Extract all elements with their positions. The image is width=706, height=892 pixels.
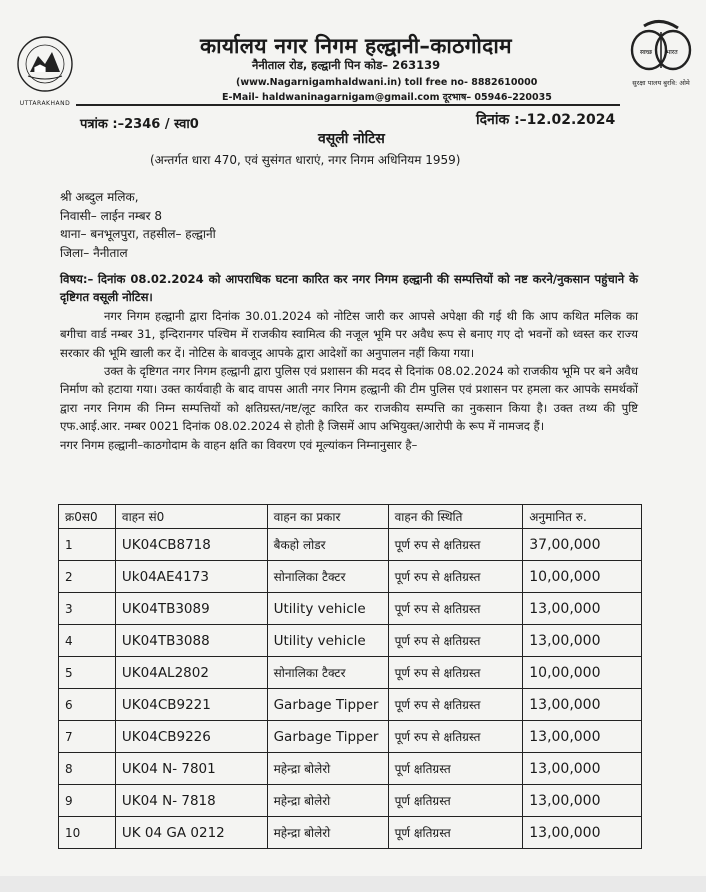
cell-serial: 9 [59,785,116,817]
table-header-row [59,505,642,529]
cell-vehicle-status: पूर्ण क्षतिग्रस्त [388,753,523,785]
cell-serial: 3 [59,593,116,625]
swachh-bharat-logo [626,18,696,88]
vehicle-damage-table [58,504,642,849]
cell-estimated-value: 13,00,000 [523,689,642,721]
cell-estimated-value: 13,00,000 [523,753,642,785]
table-row [59,721,642,753]
office-address: नैनीताल रोड, हल्द्वानी पिन कोड– 263139 [252,58,441,72]
cell-vehicle-number: UK04CB9221 [115,689,267,721]
cell-vehicle-status: पूर्ण क्षतिग्रस्त [388,785,523,817]
cell-vehicle-status: पूर्ण क्षतिग्रस्त [388,817,523,849]
cell-vehicle-type: महेन्द्रा बोलेरो [267,753,388,785]
table-row [59,561,642,593]
cell-vehicle-type: सोनालिका टैक्टर [267,561,388,593]
office-email: E-Mail- haldwaninagarnigam@gmail.com दूरभाष– 05946–220035 [222,92,552,103]
office-title: कार्यालय नगर निगम हल्द्वानी–काठगोदाम [200,34,512,58]
cell-vehicle-number: UK 04 GA 0212 [115,817,267,849]
cell-serial: 6 [59,689,116,721]
cell-vehicle-status: पूर्ण रुप से क्षतिग्रस्त [388,593,523,625]
cell-vehicle-type: Garbage Tipper [267,689,388,721]
subject-text: दिनांक 08.02.2024 को आपराधिक घटना कारित कर नगर निगम हल्द्वानी की सम्पत्तियों को नष्ट करने/नुकसान पहुंचाने के दृष्टिगत वसूली नोटिस। [60,272,638,305]
cell-vehicle-status: पूर्ण रुप से क्षतिग्रस्त [388,529,523,561]
notice-body [60,270,638,454]
addressee-police-station: थाना– बनभूलपुरा, तहसील– हल्द्वानी [60,227,216,241]
cell-estimated-value: 13,00,000 [523,625,642,657]
cell-vehicle-number: UK04 N- 7801 [115,753,267,785]
table-row [59,529,642,561]
cell-estimated-value: 13,00,000 [523,593,642,625]
cell-serial: 7 [59,721,116,753]
cell-vehicle-number: UK04 N- 7818 [115,785,267,817]
column-header-vehicle-number: वाहन सं0 [115,505,267,529]
reference-number: पत्रांक :–2346 / स्वा0 [80,117,199,132]
addressee-district: जिला– नैनीताल [60,245,128,260]
cell-estimated-value: 10,00,000 [523,561,642,593]
table-row [59,753,642,785]
cell-vehicle-status: पूर्ण रुप से क्षतिग्रस्त [388,561,523,593]
table-row [59,817,642,849]
office-website: (www.Nagarnigamhaldwani.in) toll free no- 8882610000 [236,77,538,88]
cell-serial: 8 [59,753,116,785]
cell-vehicle-status: पूर्ण रुप से क्षतिग्रस्त [388,721,523,753]
notice-date: दिनांक :–12.02.2024 [476,112,616,128]
cell-vehicle-type: Garbage Tipper [267,721,388,753]
column-header-vehicle-type: वाहन का प्रकार [267,505,388,529]
table-row [59,689,642,721]
table-row [59,625,642,657]
cell-vehicle-type: Utility vehicle [267,593,388,625]
cell-vehicle-type: महेन्द्रा बोलेरो [267,785,388,817]
subject-label: विषय:– [60,272,94,286]
cell-vehicle-number: UK04CB9226 [115,721,267,753]
table-row [59,657,642,689]
cell-vehicle-number: UK04TB3089 [115,593,267,625]
cell-estimated-value: 13,00,000 [523,721,642,753]
svg-text:स्वच्छ: स्वच्छ [640,49,653,56]
cell-vehicle-status: पूर्ण रुप से क्षतिग्रस्त [388,625,523,657]
cell-estimated-value: 13,00,000 [523,817,642,849]
cell-vehicle-status: पूर्ण रुप से क्षतिग्रस्त [388,689,523,721]
cell-estimated-value: 13,00,000 [523,785,642,817]
addressee-block [60,188,216,262]
cell-vehicle-number: Uk04AE4173 [115,561,267,593]
addressee-name: श्री अब्दुल मलिक, [60,190,139,204]
addressee-residence: निवासी– लाईन नम्बर 8 [60,208,162,223]
cell-serial: 4 [59,625,116,657]
cell-vehicle-type: सोनालिका टैक्टर [267,657,388,689]
cell-vehicle-status: पूर्ण रुप से क्षतिग्रस्त [388,657,523,689]
column-header-estimated-value: अनुमानित रु. [523,505,642,529]
cell-vehicle-number: UK04TB3088 [115,625,267,657]
paragraph-1: नगर निगम हल्द्वानी द्वारा दिनांक 30.01.2024 को नोटिस जारी कर आपसे अपेक्षा की गई थी कि आप कथित मलिक का बगीचा वार्ड नम्बर 31, इन्दिरानगर पश्चिम में राजकीय स्वामित्व की नजूल भूमि पर अवैध रूप से बनाए गए दो भवनों को ध्वस्त कर राज्य सरकार की भूमि खाली कर दें। नोटिस के बावजूद आपके द्वारा आदेशों का अनुपालन नहीं किया गया। [60,308,638,360]
notice-title: वसूली नोटिस [318,131,385,147]
header-divider [76,104,620,106]
column-header-serial: क्र0स0 [59,505,116,529]
cell-estimated-value: 37,00,000 [523,529,642,561]
cell-estimated-value: 10,00,000 [523,657,642,689]
cell-serial: 10 [59,817,116,849]
table-row [59,593,642,625]
cell-serial: 1 [59,529,116,561]
svg-text:भारत: भारत [666,49,678,56]
municipal-emblem-logo [14,34,76,108]
column-header-vehicle-status: वाहन की स्थिति [388,505,523,529]
cell-serial: 5 [59,657,116,689]
paragraph-2: उक्त के दृष्टिगत नगर निगम हल्द्वानी द्वारा पुलिस एवं प्रशासन की मदद से दिनांक 08.02.2024 को राजकीय भूमि पर बने अवैध निर्माण को हटाया गया। उक्त कार्यवाही के बाद वापस आती नगर निगम हल्द्वानी की टीम पुलिस एवं प्रशासन पर हमला कर आपके समर्थकों द्वारा नगर निगम की निम्न सम्पत्तियों को क्षतिग्रस्त/नष्ट/लूट कारित कर राजकीय सम्पत्ति का नुकसान किया है। उक्त तथ्य की पुष्टि एफ.आई.आर. नम्बर 0021 दिनांक 08.02.2024 से होती है जिसमें आप अभियुक्त/आरोपी के रूप में नामजद हैं। [60,364,638,434]
cell-vehicle-type: बैकहो लोडर [267,529,388,561]
cell-vehicle-type: महेन्द्रा बोलेरो [267,817,388,849]
cell-vehicle-type: Utility vehicle [267,625,388,657]
cell-vehicle-number: UK04AL2802 [115,657,267,689]
logo-caption: UTTARAKHAND [19,100,71,107]
paragraph-3: नगर निगम हल्द्वानी–काठगोदाम के वाहन क्षति का विवरण एवं मूल्यांकन निम्नानुसार है– [60,437,418,452]
page-bottom-margin [0,876,706,892]
cell-vehicle-number: UK04CB8718 [115,529,267,561]
subject-line [60,270,638,307]
logo-caption: सुरक्षा पालय बुरवि: ओमे [632,79,690,87]
table-row [59,785,642,817]
notice-subtitle: (अन्तर्गत धारा 470, एवं सुसंगत धाराएं, नगर निगम अधिनियम 1959) [150,153,461,167]
cell-serial: 2 [59,561,116,593]
